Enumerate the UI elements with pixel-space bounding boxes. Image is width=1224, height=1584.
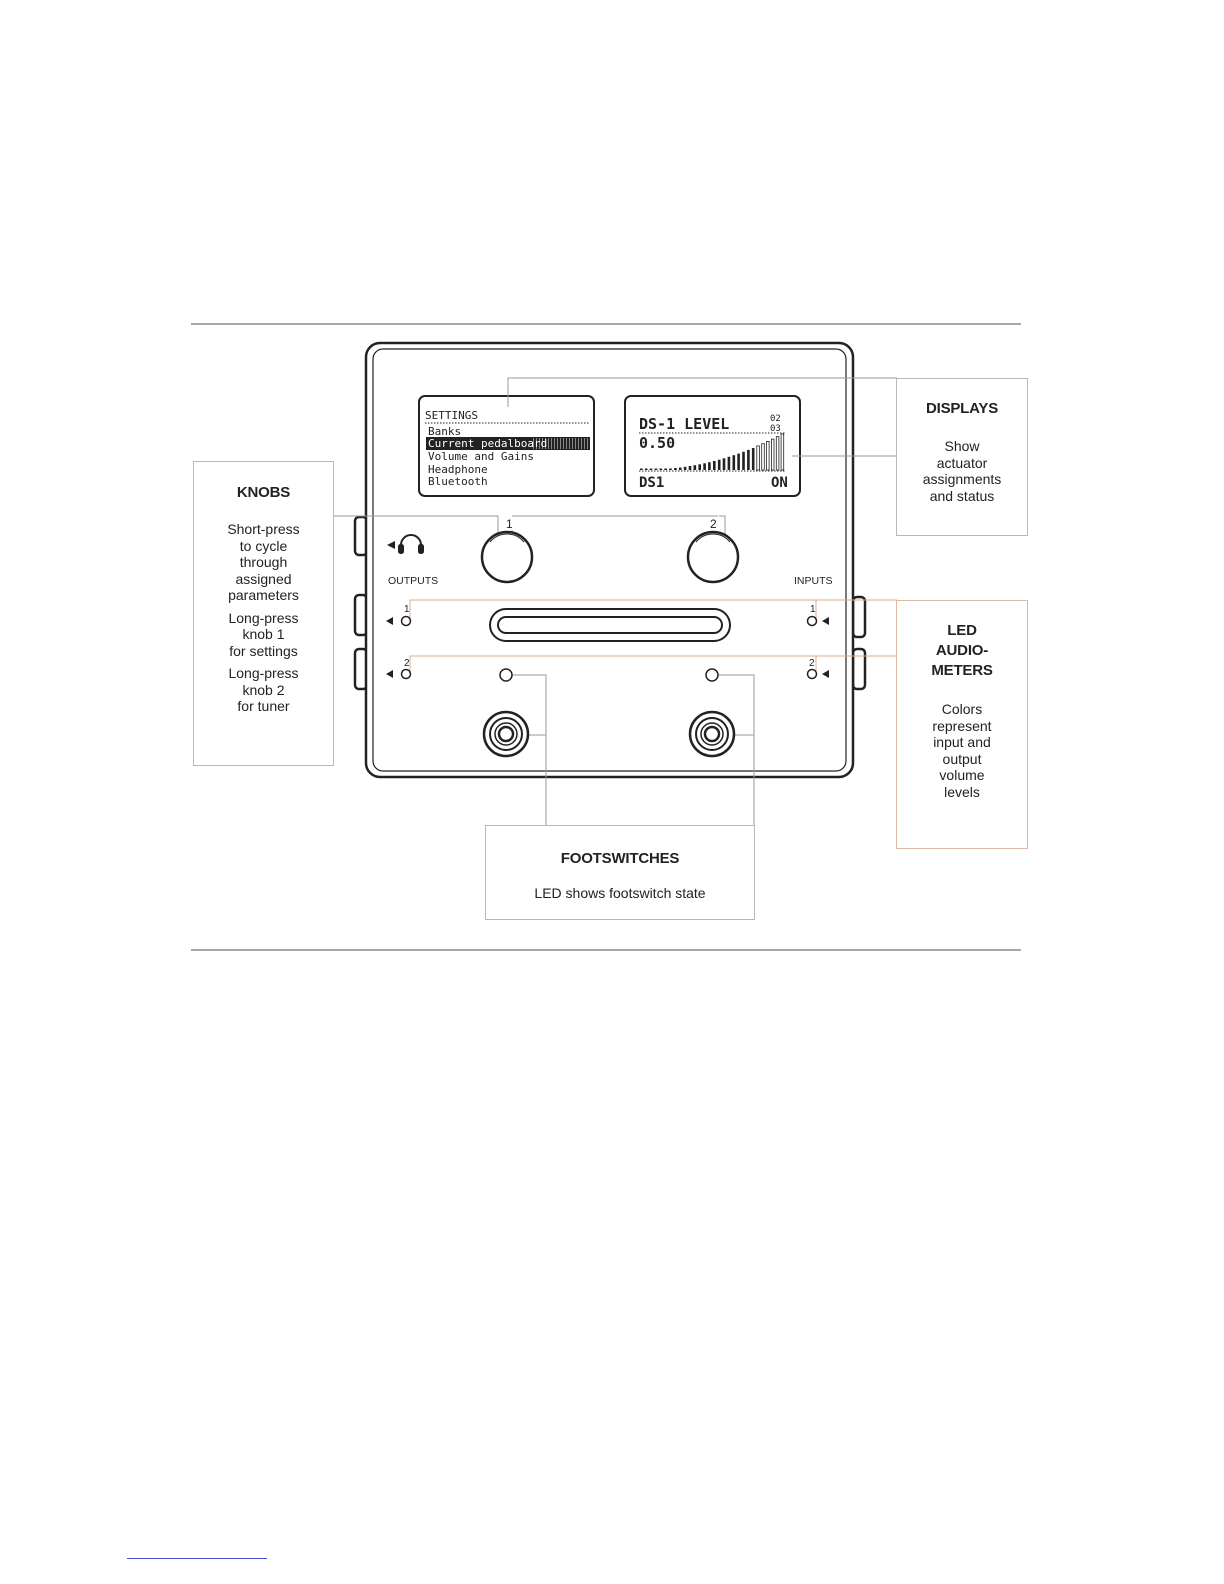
parameter-name: DS-1 LEVEL — [639, 415, 730, 433]
input-1-jack — [853, 597, 865, 637]
led-callout-line: levels — [944, 783, 980, 800]
outputs-label: OUTPUTS — [388, 575, 439, 587]
device-handle — [490, 609, 730, 641]
led-callout-line: volume — [939, 767, 985, 783]
knobs-callout-line: through — [239, 554, 288, 570]
knob-2[interactable] — [688, 532, 738, 582]
footswitches-callout-text: LED shows footswitch state — [534, 885, 706, 901]
level-bar — [733, 455, 736, 470]
effect-name: DS1 — [639, 475, 665, 491]
footswitch-1-led — [500, 669, 512, 681]
knobs-callout-line: Long-press — [228, 665, 299, 681]
left-display-item: Headphone — [428, 463, 488, 476]
led-callout-title-line: AUDIO- — [935, 642, 989, 659]
knobs-callout-line: knob 2 — [242, 681, 285, 698]
input-1-number: 1 — [810, 604, 816, 615]
knobs-callout-line: knob 1 — [242, 626, 285, 642]
page-top: 02 — [770, 414, 781, 424]
input-1-led — [808, 617, 817, 626]
displays-callout-line: Show — [944, 438, 980, 454]
led-callout-line: represent — [932, 717, 992, 734]
left-display-title: SETTINGS — [425, 409, 478, 422]
level-bar — [660, 469, 663, 471]
input-2-number: 2 — [809, 658, 815, 669]
level-bar — [669, 469, 672, 471]
level-bar — [703, 463, 706, 470]
displays-callout-line: and status — [929, 487, 995, 504]
level-bar — [684, 467, 687, 470]
footswitch-2[interactable] — [690, 712, 734, 756]
left-display-item: Bluetooth — [428, 475, 488, 488]
left-display-item: Volume and Gains — [428, 450, 534, 463]
level-bar — [747, 450, 750, 470]
led-callout-title-line: METERS — [931, 662, 993, 679]
level-bar — [723, 458, 726, 470]
displays-callout-line: actuator — [936, 454, 988, 471]
left-display — [419, 396, 594, 496]
knobs-callout-line: for tuner — [237, 698, 290, 714]
level-bar — [689, 466, 692, 470]
level-bar — [742, 452, 745, 470]
knob-1-number: 1 — [506, 517, 513, 531]
displays-callout-line: assignments — [922, 471, 1002, 487]
level-bar — [664, 469, 667, 471]
level-bar — [694, 465, 697, 470]
knobs-callout-line: assigned — [235, 570, 292, 587]
knobs-callout-line: Long-press — [228, 609, 299, 626]
left-display-item: Banks — [428, 425, 462, 438]
footswitches-callout — [485, 825, 755, 920]
level-bar — [728, 457, 731, 470]
led-audiometers-callout — [896, 600, 1028, 849]
footswitch-1[interactable] — [484, 712, 528, 756]
level-bar — [674, 468, 677, 470]
knobs-callout-line: for settings — [229, 642, 298, 659]
led-callout-line: output — [942, 750, 982, 767]
level-bar — [650, 469, 653, 471]
level-bar — [737, 454, 740, 470]
level-bar — [655, 469, 658, 471]
level-bar — [645, 469, 648, 471]
level-bar — [713, 461, 716, 470]
displays-callout — [896, 378, 1028, 536]
page-bottom: 03 — [770, 424, 781, 434]
inputs-label: INPUTS — [794, 575, 833, 587]
input-2-jack — [853, 649, 865, 689]
knobs-callout — [193, 461, 334, 766]
level-bar — [698, 464, 701, 470]
footswitches-callout-title: FOOTSWITCHES — [560, 850, 680, 867]
right-display — [625, 396, 800, 496]
knobs-callout-line: Short-press — [227, 521, 300, 537]
knobs-callout-line: to cycle — [239, 537, 288, 554]
input-2-led — [808, 670, 817, 679]
footswitch-2-led — [706, 669, 718, 681]
output-1-number: 1 — [404, 604, 410, 615]
left-display-item-selected: Current pedalboard — [428, 437, 548, 450]
level-bar — [679, 468, 682, 471]
output-2-number: 2 — [404, 658, 410, 669]
output-1-led — [402, 617, 411, 626]
knob-1[interactable] — [482, 532, 532, 582]
displays-callout-title: DISPLAYS — [925, 400, 999, 417]
knob-2-number: 2 — [710, 517, 717, 531]
output-2-led — [402, 670, 411, 679]
footnote-rule — [127, 1558, 267, 1559]
level-bar — [752, 448, 755, 470]
effect-state: ON — [771, 475, 788, 491]
knobs-callout-title: KNOBS — [236, 484, 291, 501]
level-bar — [640, 469, 643, 471]
level-bar — [708, 462, 711, 470]
level-bar — [718, 460, 721, 470]
led-callout-line: Colors — [941, 701, 983, 717]
led-callout-title-line: LED — [947, 622, 977, 639]
parameter-value: 0.50 — [639, 434, 676, 452]
led-callout-line: input and — [933, 734, 991, 750]
knobs-callout-line: parameters — [228, 587, 299, 603]
